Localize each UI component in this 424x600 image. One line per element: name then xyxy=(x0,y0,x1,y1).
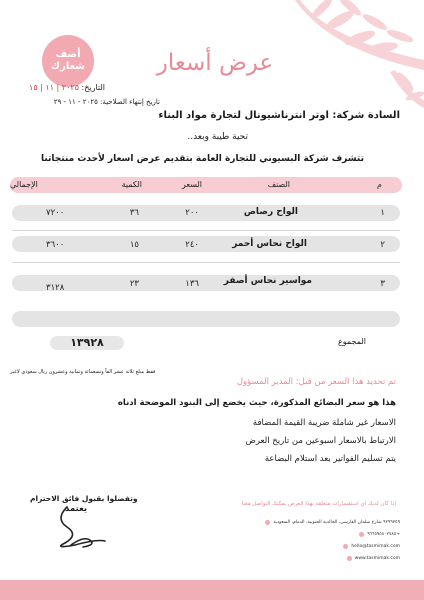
footer-band xyxy=(0,580,424,600)
contact-website[interactable] xyxy=(347,556,400,561)
row-total: ٣١٢٨ xyxy=(46,283,65,293)
issue-date xyxy=(19,83,105,92)
logo-placeholder xyxy=(42,35,94,87)
header-price: السعر xyxy=(181,180,202,189)
phone-icon xyxy=(359,532,364,537)
row-item: الواح رصاص xyxy=(243,207,298,217)
globe-icon xyxy=(347,556,352,561)
row-price: ٢٠٠ xyxy=(185,208,199,218)
row-qty: ٣٦ xyxy=(129,208,139,218)
row-divider xyxy=(12,262,400,263)
contact-address xyxy=(265,520,400,525)
price-responsibility: تم تحديد هذا السعر من قبل: المدير المسؤول xyxy=(236,377,396,387)
email-text[interactable]: hello@tasmimak.com xyxy=(351,544,400,549)
approval-label: يعتمد xyxy=(65,504,88,514)
row-item: الواح نحاس أحمر xyxy=(232,239,307,249)
contact-title: إذا كان لديك اي استفسارات متعلقه بهذا العرض يمكنك التواصل معنا xyxy=(241,501,396,507)
header-num: م xyxy=(377,180,382,189)
contact-email[interactable] xyxy=(343,544,400,549)
term-item: الارتباط بالاسعار اسبوعين من تاريخ العرض xyxy=(245,436,396,446)
table-row xyxy=(12,205,400,221)
row-total: ٧٢٠٠ xyxy=(46,208,65,218)
term-item: الاسعار غير شاملة ضريبة القيمة المضافة xyxy=(252,418,396,428)
location-icon xyxy=(265,520,270,525)
validity-date xyxy=(10,98,160,106)
row-num: ٣ xyxy=(380,279,385,289)
address-text: ٩٢٩٩٢٥٩ شارع سلمان الفارسي، الخالدية الجنوبية، الدمام، السعودية xyxy=(273,520,400,525)
table-row xyxy=(12,236,400,252)
table-row-empty xyxy=(12,311,400,327)
phone-text: +٩٦٦٥٩٥٨٠٢٧٨٥ xyxy=(367,532,400,537)
logo-line2: شعارك xyxy=(50,61,86,72)
row-price: ٢٤٠ xyxy=(185,240,199,250)
header-qty: الكمية xyxy=(121,180,142,189)
greeting: تحية طيبة وبعد.. xyxy=(187,132,248,142)
row-total: ٣٦٠٠ xyxy=(46,240,65,250)
row-divider xyxy=(12,230,400,231)
term-item: يتم تسليم الفواتير بعد استلام البضاعة xyxy=(264,454,396,464)
signature-drawing xyxy=(45,505,109,549)
row-price: ١٣٦ xyxy=(185,279,199,289)
header-item: الصنف xyxy=(267,180,290,189)
row-num: ١ xyxy=(380,208,385,218)
closing-text: وتفضلوا بقبول فائق الاحترام xyxy=(30,494,138,503)
table-row xyxy=(12,275,400,291)
header-total: الإجمالي xyxy=(10,180,38,189)
row-qty: ٢٣ xyxy=(129,279,139,289)
validity-label: تاريخ إنتهاء الصلاحية: xyxy=(100,98,160,106)
issue-date-value: ٢٠٢٥ | ١١ | ١٥ xyxy=(29,83,79,92)
recipient: السادة شركة: اوتر انترناشيونال لتجارة مواد البناء xyxy=(158,110,400,121)
total-value: ١٣٩٢٨ xyxy=(50,336,124,350)
total-label: المجموع xyxy=(338,337,366,346)
issue-date-label: التاريخ: xyxy=(81,83,105,92)
email-icon xyxy=(343,544,348,549)
intro-text: تتشرف شركة البسيوني للتجارة العامة بتقديم عرض اسعار لأحدث منتجاتنا xyxy=(41,154,364,164)
website-text[interactable]: www.tasmimak.com xyxy=(354,556,400,561)
document-title: عرض أسعار xyxy=(156,50,274,76)
row-qty: ١٥ xyxy=(129,240,139,250)
total-in-words: فقط مبلغ ثلاثة عشر الفاً وتسعمائة وثمانية وعشرون ريال سعودي لاغير xyxy=(10,369,156,375)
row-item: مواسير نحاس أصفر xyxy=(223,276,312,286)
contact-phone xyxy=(359,532,400,537)
validity-value: ٢٠٢٥ - ١١ - ٢٩ xyxy=(53,98,98,106)
logo-line1: أضف xyxy=(55,49,81,60)
terms-intro: هذا هو سعر البضائع المذكورة، حيث يخضع إلى البنود الموضحة ادناه xyxy=(117,398,396,408)
row-num: ٢ xyxy=(380,240,385,250)
table-header xyxy=(10,177,402,193)
